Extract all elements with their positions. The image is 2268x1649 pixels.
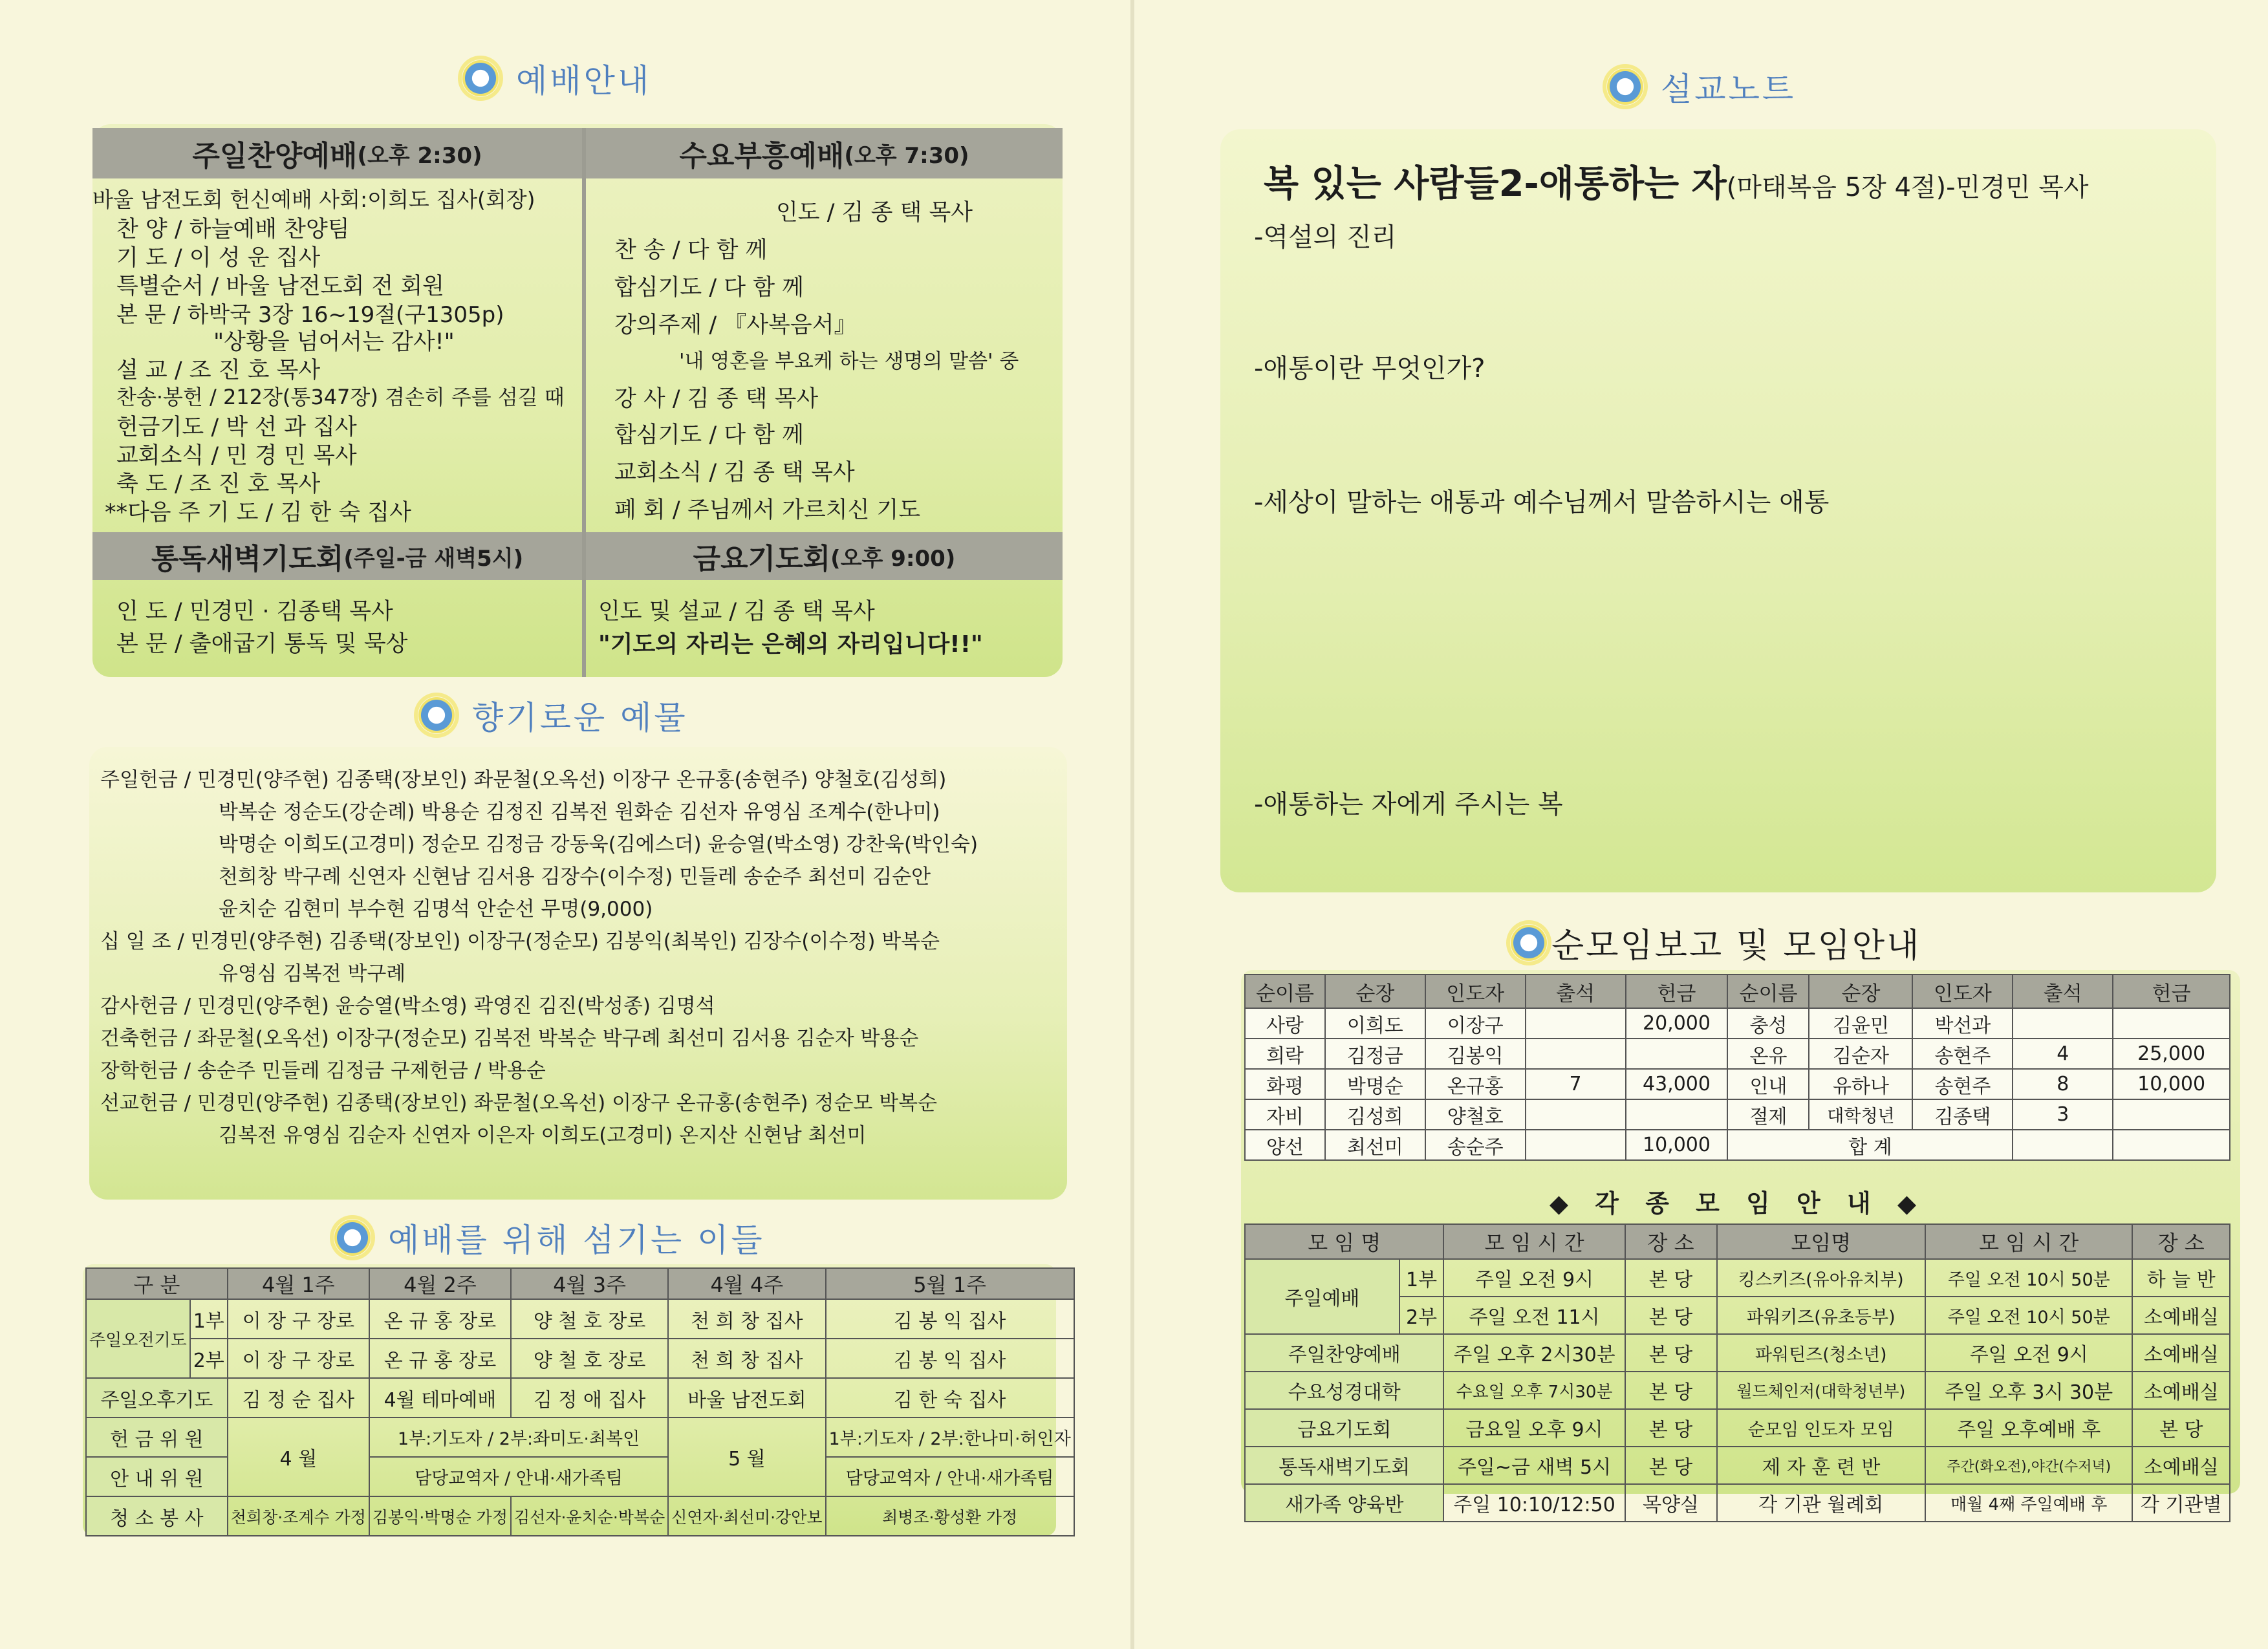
table-cell: 본 당 — [1625, 1334, 1717, 1372]
table-cell: 7 — [1526, 1069, 1626, 1099]
table-cell: 매월 4째 주일예배 후 — [1925, 1484, 2132, 1522]
table-cell: 4월 1주 — [228, 1268, 369, 1299]
dawn-prayer-bar: 통독새벽기도회 (주일-금 새벽5시) — [92, 532, 582, 580]
table-cell: 송현주 — [1912, 1039, 2013, 1069]
table-row — [1245, 1334, 2230, 1372]
table-cell: 온유 — [1727, 1039, 1809, 1069]
table-cell: 박명순 — [1325, 1069, 1425, 1099]
wednesday-service-bar: 수요부흥예배 (오후 7:30) — [586, 128, 1063, 178]
table-cell: 이희도 — [1325, 1008, 1425, 1039]
table-cell: 킹스키즈(유아유치부) — [1717, 1259, 1926, 1297]
table-row — [1245, 1099, 2230, 1130]
table-cell: 출석 — [2013, 975, 2113, 1008]
sunday-line: 기 도 / 이 성 운 집사 — [116, 245, 321, 271]
table-cell — [1526, 1130, 1626, 1160]
table-cell: 천 희 창 집사 — [668, 1299, 825, 1339]
table-row — [1245, 1039, 2230, 1069]
table-cell: 주일찬양예배 — [1245, 1334, 1443, 1372]
sun-logo-icon — [330, 1215, 375, 1260]
table-cell: 김정금 — [1325, 1039, 1425, 1069]
left-page — [0, 0, 1132, 1649]
table-cell: 본 당 — [1625, 1297, 1717, 1334]
sermon-point: -애통이란 무엇인가? — [1254, 354, 1485, 383]
table-cell: 김 한 숙 집사 — [826, 1378, 1074, 1417]
sunday-line: **다음 주 기 도 / 김 한 숙 집사 — [105, 500, 411, 526]
table-cell: 장 소 — [2132, 1224, 2230, 1259]
table-cell: 4 월 — [228, 1417, 369, 1496]
table-cell: 각 기관 월례회 — [1717, 1484, 1926, 1522]
table-cell: 43,000 — [1626, 1069, 1728, 1099]
offering-line: 십 일 조 / 민경민(양주현) 김종택(장보인) 이장구(정순모) 김봉익(최복인) 김장수(이수정) 박복순 — [100, 930, 940, 953]
table-cell: 온 규 홍 장로 — [369, 1299, 511, 1339]
table-cell: 온 규 홍 장로 — [369, 1339, 511, 1378]
wednesday-line: 합심기도 / 다 함 께 — [614, 422, 804, 448]
table-cell — [2013, 1130, 2113, 1160]
table-cell: 주일~금 새벽 5시 — [1443, 1447, 1625, 1484]
table-cell: 담당교역자 / 안내·새가족팀 — [369, 1457, 668, 1496]
table-cell: 1부 — [190, 1299, 228, 1339]
table-cell: 각 기관별 — [2132, 1484, 2230, 1522]
table-cell: 2부 — [190, 1339, 228, 1378]
column-divider — [582, 128, 586, 677]
sunday-line: 축 도 / 조 진 호 목사 — [116, 471, 321, 497]
table-cell: 양 철 호 장로 — [511, 1339, 668, 1378]
wednesday-line: '내 영혼을 부요케 하는 생명의 말씀' 중 — [679, 350, 1019, 373]
table-cell: 김성희 — [1325, 1099, 1425, 1130]
table-cell: 주일오전기도 — [86, 1299, 190, 1378]
table-cell: 신연자·최선미·강안보 — [668, 1496, 825, 1536]
table-cell: 헌금 — [2113, 975, 2230, 1008]
table-cell — [1526, 1099, 1626, 1130]
dawn-line: 인 도 / 민경민 · 김종택 목사 — [116, 599, 393, 625]
table-cell: 대학청년 — [1809, 1099, 1912, 1130]
table-cell: 소예배실 — [2132, 1334, 2230, 1372]
table-cell: 3 — [2013, 1099, 2113, 1130]
table-cell: 충성 — [1727, 1008, 1809, 1039]
table-cell: 소예배실 — [2132, 1447, 2230, 1484]
table-cell: 주일 오전 10시 50분 — [1925, 1259, 2132, 1297]
table-cell: 소예배실 — [2132, 1297, 2230, 1334]
wednesday-line: 합심기도 / 다 함 께 — [614, 275, 804, 301]
table-cell: 김 봉 익 집사 — [826, 1299, 1074, 1339]
table-cell: 김선자·윤치순·박복순 — [511, 1496, 668, 1536]
sunday-line: 바울 남전도회 헌신예배 사회:이희도 집사(회장) — [92, 187, 535, 212]
table-cell: 모임명 — [1717, 1224, 1926, 1259]
table-cell: 김 정 애 집사 — [511, 1378, 668, 1417]
table-cell: 본 당 — [1625, 1409, 1717, 1447]
table-cell: 자비 — [1245, 1099, 1325, 1130]
table-cell: 최선미 — [1325, 1130, 1425, 1160]
table-cell: 4월 테마예배 — [369, 1378, 511, 1417]
table-cell: 모 임 시 간 — [1443, 1224, 1625, 1259]
table-cell — [2113, 1008, 2230, 1039]
offering-line: 감사헌금 / 민경민(양주현) 윤승열(박소영) 곽영진 김진(박성종) 김명석 — [100, 995, 715, 1018]
offering-line: 윤치순 김현미 부수현 김명석 안순선 무명(9,000) — [219, 898, 653, 921]
table-row — [1245, 1447, 2230, 1484]
offering-line: 주일헌금 / 민경민(양주현) 김종택(장보인) 좌문철(오옥선) 이장구 온규홍(송현주) 양철호(김성희) — [100, 768, 947, 792]
sunday-line: 헌금기도 / 박 선 과 집사 — [116, 415, 357, 440]
table-cell: 순모임 인도자 모임 — [1717, 1409, 1926, 1447]
table-cell: 송순주 — [1425, 1130, 1526, 1160]
table-cell: 본 당 — [1625, 1447, 1717, 1484]
table-cell — [1626, 1099, 1728, 1130]
table-cell: 송현주 — [1912, 1069, 2013, 1099]
table-row — [1245, 1130, 2230, 1160]
table-cell: 주일 오후예배 후 — [1925, 1409, 2132, 1447]
table-cell: 순장 — [1809, 975, 1912, 1008]
table-cell: 주일 오전 9시 — [1925, 1334, 2132, 1372]
table-cell: 금요기도회 — [1245, 1409, 1443, 1447]
table-row — [1245, 1069, 2230, 1099]
wednesday-line: 강의주제 / 『사복음서』 — [614, 312, 857, 338]
table-cell: 제 자 훈 련 반 — [1717, 1447, 1926, 1484]
table-cell: 수요성경대학 — [1245, 1372, 1443, 1409]
table-cell: 파워키즈(유초등부) — [1717, 1297, 1926, 1334]
table-row — [1245, 1372, 2230, 1409]
meetings-table — [1244, 1223, 2230, 1522]
offering-line: 장학헌금 / 송순주 민들레 김정금 구제헌금 / 박용순 — [100, 1059, 546, 1083]
servants-table — [85, 1267, 1075, 1536]
table-cell: 2부 — [1399, 1297, 1444, 1334]
table-cell: 헌금 — [1626, 975, 1728, 1008]
table-cell: 10,000 — [1626, 1130, 1728, 1160]
sunday-line: 찬 양 / 하늘예배 찬양팀 — [116, 217, 350, 242]
table-cell: 주일예배 — [1245, 1259, 1399, 1334]
wednesday-line: 폐 회 / 주님께서 가르치신 기도 — [614, 497, 921, 523]
table-cell: 화평 — [1245, 1069, 1325, 1099]
table-cell: 사랑 — [1245, 1008, 1325, 1039]
table-cell: 인도자 — [1912, 975, 2013, 1008]
table-cell: 5월 1주 — [826, 1268, 1074, 1299]
table-cell: 목양실 — [1625, 1484, 1717, 1522]
table-cell: 김봉익·박명순 가정 — [369, 1496, 511, 1536]
offering-line: 선교헌금 / 민경민(양주현) 김종택(장보인) 좌문철(오옥선) 이장구 온규홍(송현주) 정순모 박복순 — [100, 1092, 938, 1115]
sermon-point: -역설의 진리 — [1254, 222, 1397, 252]
sunday-line: 설 교 / 조 진 호 목사 — [116, 358, 321, 383]
table-cell: 모 임 명 — [1245, 1224, 1443, 1259]
table-cell: 구 분 — [86, 1268, 228, 1299]
sun-logo-icon — [458, 56, 503, 101]
sermon-point: -세상이 말하는 애통과 예수님께서 말씀하시는 애통 — [1254, 488, 1830, 517]
table-cell: 본 당 — [2132, 1409, 2230, 1447]
table-cell: 희락 — [1245, 1039, 1325, 1069]
sunday-line: 특별순서 / 바울 남전도회 전 회원 — [116, 274, 444, 299]
table-cell — [1626, 1039, 1728, 1069]
table-cell: 4월 3주 — [511, 1268, 668, 1299]
table-cell: 1부:기도자 / 2부:좌미도·최복인 — [369, 1417, 668, 1457]
table-cell — [2013, 1008, 2113, 1039]
table-cell: 4월 4주 — [668, 1268, 825, 1299]
offering-line: 천희창 박구례 신연자 신현남 김서용 김장수(이수정) 민들레 송순주 최선미 김순안 — [219, 865, 931, 889]
table-cell — [1526, 1039, 1626, 1069]
friday-slogan: "기도의 자리는 은혜의 자리입니다!!" — [598, 631, 983, 658]
table-cell: 파워틴즈(청소년) — [1717, 1334, 1926, 1372]
table-cell: 주일 오전 11시 — [1443, 1297, 1625, 1334]
worship-heading: 예배안내 — [458, 55, 651, 102]
sunday-line: 찬송·봉헌 / 212장(통347장) 겸손히 주를 섬길 때 — [116, 385, 565, 409]
table-cell: 헌 금 위 원 — [86, 1417, 228, 1457]
table-cell: 양선 — [1245, 1130, 1325, 1160]
table-cell: 김 봉 익 집사 — [826, 1339, 1074, 1378]
table-cell: 20,000 — [1626, 1008, 1728, 1039]
table-cell: 5 월 — [668, 1417, 825, 1496]
table-cell: 바울 남전도회 — [668, 1378, 825, 1417]
table-row — [1245, 1484, 2230, 1522]
sermon-point: -애통하는 자에게 주시는 복 — [1254, 790, 1563, 819]
sermon-title: 복 있는 사람들2-애통하는 자(마태복음 5장 4절)-민경민 목사 — [1264, 163, 2089, 205]
table-cell: 청 소 봉 사 — [86, 1496, 228, 1536]
table-cell: 주일 오전 9시 — [1443, 1259, 1625, 1297]
sun-logo-icon — [1603, 64, 1648, 109]
table-cell: 박선과 — [1912, 1008, 2013, 1039]
table-cell: 소예배실 — [2132, 1372, 2230, 1409]
wednesday-line: 교회소식 / 김 종 택 목사 — [614, 460, 855, 486]
table-cell: 순이름 — [1245, 975, 1325, 1008]
table-cell — [2113, 1130, 2230, 1160]
wednesday-line: 인도 / 김 종 택 목사 — [776, 200, 973, 226]
table-cell: 하 늘 반 — [2132, 1259, 2230, 1297]
table-cell: 이장구 — [1425, 1008, 1526, 1039]
offering-line: 김복전 유영심 김순자 신연자 이은자 이희도(고경미) 온지산 신현남 최선미 — [219, 1124, 867, 1147]
offering-line: 박명순 이희도(고경미) 정순모 김정금 강동욱(김에스더) 윤승열(박소영) 강찬욱(박인숙) — [219, 833, 978, 856]
table-cell: 본 당 — [1625, 1372, 1717, 1409]
table-cell: 김 정 순 집사 — [228, 1378, 369, 1417]
sun-logo-icon — [1506, 920, 1551, 965]
table-cell: 안 내 위 원 — [86, 1457, 228, 1496]
table-cell: 김종택 — [1912, 1099, 2013, 1130]
offering-line: 박복순 정순도(강순례) 박용순 김정진 김복전 원화순 김선자 유영심 조계수(한나미) — [219, 801, 940, 824]
table-cell: 새가족 양육반 — [1245, 1484, 1443, 1522]
table-cell: 유하나 — [1809, 1069, 1912, 1099]
table-cell: 김윤민 — [1809, 1008, 1912, 1039]
table-cell: 장 소 — [1625, 1224, 1717, 1259]
table-cell: 인내 — [1727, 1069, 1809, 1099]
friday-line: 인도 및 설교 / 김 종 택 목사 — [598, 599, 875, 625]
servants-heading: 예배를 위해 섬기는 이들 — [330, 1214, 765, 1261]
table-cell: 주일 오전 10시 50분 — [1925, 1297, 2132, 1334]
table-cell: 주일오후기도 — [86, 1378, 228, 1417]
table-cell: 인도자 — [1425, 975, 1526, 1008]
meetings-title: ◆ 각 종 모 임 안 내 ◆ — [1549, 1189, 1926, 1218]
table-cell: 절제 — [1727, 1099, 1809, 1130]
sunday-line: 교회소식 / 민 경 민 목사 — [116, 443, 357, 469]
offering-line: 유영심 김복전 박구례 — [219, 962, 406, 986]
table-cell: 본 당 — [1625, 1259, 1717, 1297]
sun-logo-icon — [414, 693, 459, 738]
table-cell: 주일 오후 3시 30분 — [1925, 1372, 2132, 1409]
table-cell: 주일 10:10/12:50 — [1443, 1484, 1625, 1522]
table-cell: 천 희 창 집사 — [668, 1339, 825, 1378]
report-heading: 순모임보고 및 모임안내 — [1506, 918, 1921, 967]
table-row — [1245, 1008, 2230, 1039]
sermon-heading: 설교노트 — [1603, 63, 1796, 110]
total-label: 합 계 — [1727, 1130, 2013, 1160]
right-page — [1134, 0, 2268, 1649]
table-cell: 25,000 — [2113, 1039, 2230, 1069]
table-cell: 김봉익 — [1425, 1039, 1526, 1069]
table-cell: 4월 2주 — [369, 1268, 511, 1299]
table-cell: 1부:기도자 / 2부:한나미·허인자 — [826, 1417, 1074, 1457]
sunday-service-bar: 주일찬양예배 (오후 2:30) — [92, 128, 582, 178]
table-cell: 담당교역자 / 안내·새가족팀 — [826, 1457, 1074, 1496]
table-cell: 월드체인저(대학청년부) — [1717, 1372, 1926, 1409]
table-cell: 통독새벽기도회 — [1245, 1447, 1443, 1484]
table-cell: 순이름 — [1727, 975, 1809, 1008]
table-cell: 이 장 구 장로 — [228, 1299, 369, 1339]
table-row — [1245, 1409, 2230, 1447]
table-cell: 최병조·황성환 가정 — [826, 1496, 1074, 1536]
table-cell — [1526, 1008, 1626, 1039]
offerings-heading: 향기로운 예물 — [414, 692, 688, 738]
table-cell — [2113, 1099, 2230, 1130]
table-row — [1245, 1259, 2230, 1297]
table-cell: 모 임 시 간 — [1925, 1224, 2132, 1259]
table-cell: 김순자 — [1809, 1039, 1912, 1069]
dawn-line: 본 문 / 출애굽기 통독 및 묵상 — [116, 631, 408, 657]
offering-line: 건축헌금 / 좌문철(오옥선) 이장구(정순모) 김복전 박복순 박구례 최선미 김서용 김순자 박용순 — [100, 1027, 919, 1050]
table-cell: 10,000 — [2113, 1069, 2230, 1099]
table-cell: 이 장 구 장로 — [228, 1339, 369, 1378]
table-cell: 온규홍 — [1425, 1069, 1526, 1099]
table-cell: 4 — [2013, 1039, 2113, 1069]
report-table — [1244, 974, 2230, 1161]
table-cell: 1부 — [1399, 1259, 1444, 1297]
sunday-line: 본 문 / 하박국 3장 16~19절(구1305p) — [116, 302, 504, 328]
table-cell: 순장 — [1325, 975, 1425, 1008]
table-cell: 출석 — [1526, 975, 1626, 1008]
wednesday-line: 찬 송 / 다 함 께 — [614, 237, 768, 263]
wednesday-line: 강 사 / 김 종 택 목사 — [614, 386, 819, 412]
table-cell: 주일 오후 2시30분 — [1443, 1334, 1625, 1372]
table-cell: 양철호 — [1425, 1099, 1526, 1130]
friday-prayer-bar: 금요기도회 (오후 9:00) — [586, 532, 1063, 580]
table-cell: 천희창·조계수 가정 — [228, 1496, 369, 1536]
table-cell: 8 — [2013, 1069, 2113, 1099]
table-cell: 주간(화오전),야간(수저녁) — [1925, 1447, 2132, 1484]
table-cell: 수요일 오후 7시30분 — [1443, 1372, 1625, 1409]
sunday-sermon-title: "상황을 넘어서는 감사!" — [213, 329, 455, 355]
table-cell: 양 철 호 장로 — [511, 1299, 668, 1339]
table-cell: 금요일 오후 9시 — [1443, 1409, 1625, 1447]
